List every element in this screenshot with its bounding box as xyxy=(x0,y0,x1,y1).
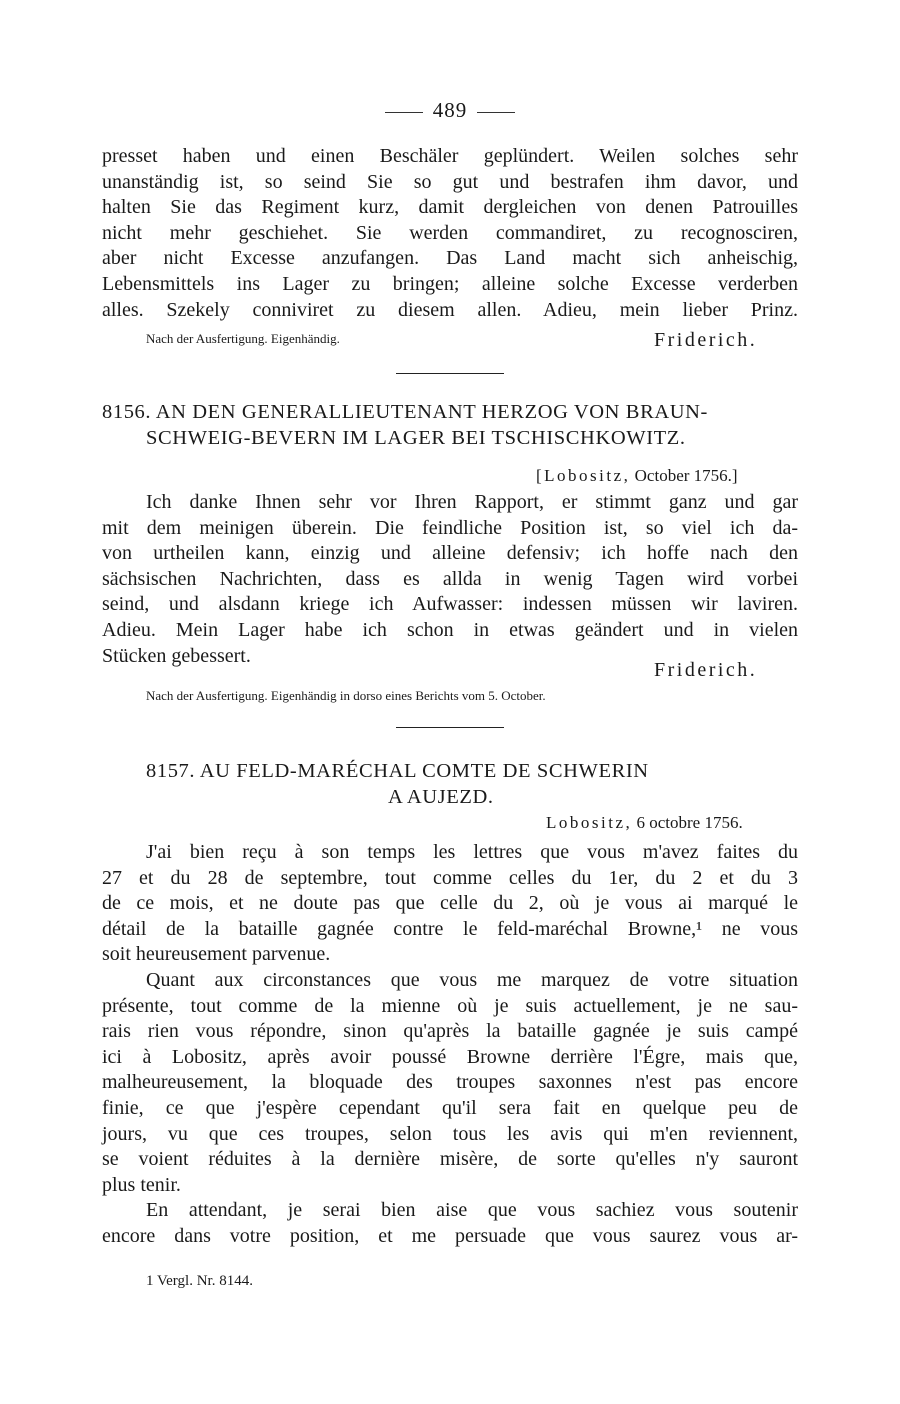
text-line: halten Sie das Regiment kurz, damit dergleichen von denen Patrouilles xyxy=(102,196,798,219)
text-line: presset haben und einen Beschäler geplündert. Weilen solches sehr xyxy=(102,145,798,167)
letter-body xyxy=(102,840,798,1250)
letter-heading: 8157. AU FELD-MARÉCHAL COMTE DE SCHWERIN xyxy=(146,760,649,782)
letter-heading-cont: SCHWEIG-BEVERN IM LAGER BEI TSCHISCHKOWITZ. xyxy=(146,427,686,449)
text-line: se voient réduites à la dernière misère, de sorte qu'elles n'y sauront xyxy=(102,1148,798,1171)
letter-date xyxy=(536,466,738,486)
dash-left xyxy=(385,112,423,113)
text-line: Quant aux circonstances que vous me marquez de votre situation xyxy=(146,968,798,991)
text-line: nicht mehr geschiehet. Sie werden commandiret, zu recognosciren, xyxy=(102,221,798,244)
date-place: Lobositz, xyxy=(546,813,633,832)
text-line: rais rien vous répondre, sinon qu'après la bataille gagnée je suis campé xyxy=(102,1020,798,1043)
letter-heading-cont: A AUJEZD. xyxy=(388,786,494,808)
date-place: [Lobositz, xyxy=(536,466,631,485)
source-note: Nach der Ausfertigung. Eigenhändig. xyxy=(146,331,340,346)
date-rest: October 1756.] xyxy=(634,466,738,485)
text-line: mit dem meinigen überein. Die feindliche Position ist, so viel ich da- xyxy=(102,516,798,539)
text-line: unanständig ist, so seind Sie so gut und bestrafen ihm davor, und xyxy=(102,170,798,193)
text-line: sächsischen Nachrichten, dass es allda in wenig Tagen wird vorbei xyxy=(102,567,798,590)
letter-body xyxy=(102,490,798,669)
signature: Friderich. xyxy=(654,329,758,351)
text-line: Lebensmittels ins Lager zu bringen; alleine solche Excesse verderben xyxy=(102,272,798,295)
top-paragraph xyxy=(102,144,798,323)
text-line: ici à Lobositz, après avoir poussé Browne derrière l'Égre, mais que, xyxy=(102,1045,798,1068)
text-line: von urtheilen kann, einzig und alleine defensiv; ich hoffe nach den xyxy=(102,542,798,565)
text-line: 27 et du 28 de septembre, tout comme celles du 1er, du 2 et du 3 xyxy=(102,866,798,889)
dash-right xyxy=(477,112,515,113)
signature: Friderich. xyxy=(654,659,758,681)
text-line: plus tenir. xyxy=(102,1173,181,1196)
text-line: J'ai bien reçu à son temps les lettres que vous m'avez faites du xyxy=(146,841,798,863)
text-line: jours, vu que ces troupes, selon tous les avis qui m'en reviennent, xyxy=(102,1122,798,1145)
source-note: Nach der Ausfertigung. Eigenhändig in dorso eines Berichts vom 5. October. xyxy=(146,688,546,703)
text-line: présente, tout comme de la mienne où je suis actuellement, je ne sau- xyxy=(102,994,798,1017)
text-line: encore dans votre position, et me persuade que vous saurez vous ar- xyxy=(102,1224,798,1247)
text-line: Stücken gebessert. xyxy=(102,644,251,667)
footnote: 1 Vergl. Nr. 8144. xyxy=(146,1273,253,1289)
text-line: soit heureusement parvenue. xyxy=(102,943,331,966)
text-line: Ich danke Ihnen sehr vor Ihren Rapport, er stimmt ganz und gar xyxy=(146,491,798,513)
section-divider xyxy=(396,727,504,728)
page-number-row xyxy=(0,98,900,123)
text-line: alles. Szekely conniviret zu diesem allen. Adieu, mein lieber Prinz. xyxy=(102,298,798,321)
text-line: de ce mois, et ne doute pas que celle du 2, où je vous ai marqué le xyxy=(102,892,798,915)
letter-heading: 8156. AN DEN GENERALLIEUTENANT HERZOG VON BRAUN- xyxy=(102,401,708,423)
text-line: détail de la bataille gagnée contre le feld-maréchal Browne,¹ ne vous xyxy=(102,917,798,940)
section-divider xyxy=(396,373,504,374)
page-number: 489 xyxy=(432,98,468,122)
text-line: aber nicht Excesse anzufangen. Das Land macht sich anheischig, xyxy=(102,247,798,270)
text-line: finie, ce que j'espère cependant qu'il sera fait en quelque peu de xyxy=(102,1096,798,1119)
text-line: seind, und alsdann kriege ich Aufwasser: indessen müssen wir laviren. xyxy=(102,593,798,616)
letter-date xyxy=(546,813,743,833)
text-line: malheureusement, la bloquade des troupes saxonnes n'est pas encore xyxy=(102,1071,798,1094)
date-rest: 6 octobre 1756. xyxy=(636,813,743,832)
text-line: Adieu. Mein Lager habe ich schon in etwas geändert und in vielen xyxy=(102,618,798,641)
text-line: En attendant, je serai bien aise que vous sachiez vous soutenir xyxy=(146,1199,798,1222)
